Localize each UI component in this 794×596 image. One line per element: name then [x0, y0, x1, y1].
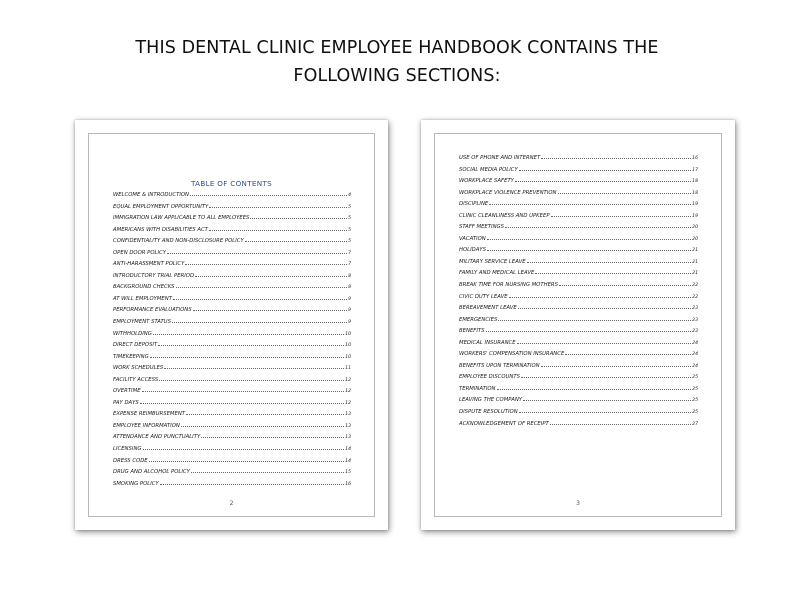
toc-entry	[459, 397, 698, 409]
toc-entry-label: EMERGENCIES	[459, 316, 498, 323]
toc-entry-page: 25	[692, 410, 698, 416]
toc-entry	[113, 458, 351, 470]
toc-entry-label: MEDICAL INSURANCE	[459, 339, 516, 346]
toc-entry-label: VACATION	[459, 235, 486, 242]
toc-entry	[113, 296, 351, 308]
page-number: 3	[576, 500, 580, 507]
toc-entry-page: 21	[692, 259, 698, 265]
toc-entry-label: BENEFITS UPON TERMINATION	[459, 362, 540, 369]
toc-entry-page: 21	[692, 248, 698, 254]
toc-entry-page: 9	[348, 296, 351, 302]
dot-leader	[541, 155, 691, 159]
toc-entry	[113, 423, 351, 435]
toc-entry-page: 13	[345, 435, 351, 441]
toc-entry-page: 19	[692, 202, 698, 208]
toc-entry-label: WORKPLACE SAFETY	[459, 178, 514, 185]
dot-leader	[541, 363, 692, 367]
toc-entry-page: 9	[348, 308, 351, 314]
toc-entry	[459, 178, 698, 190]
toc-entry-page: 17	[692, 167, 698, 173]
dot-leader	[186, 411, 344, 415]
toc-entry	[459, 213, 698, 225]
toc-entry-label: CIVIC DUTY LEAVE	[459, 293, 508, 300]
toc-entry	[459, 351, 698, 363]
toc-entry-label: HOLIDAYS	[459, 247, 486, 254]
dot-leader	[517, 340, 692, 344]
dot-leader	[245, 238, 347, 242]
toc-entry-page: 19	[692, 213, 698, 219]
toc-entry	[459, 294, 698, 306]
toc-entry-label: IMMIGRATION LAW APPLICABLE TO ALL EMPLOYEES	[113, 215, 250, 222]
toc-entry	[113, 434, 351, 446]
toc-entry-page: 10	[345, 331, 351, 337]
toc-entry-label: LICENSING	[113, 446, 142, 453]
handbook-heading	[0, 34, 794, 90]
dot-leader	[489, 201, 691, 205]
dot-leader	[519, 409, 691, 413]
toc-entry	[459, 270, 698, 282]
toc-entry-page: 11	[345, 366, 351, 372]
toc-entry	[459, 167, 698, 179]
toc-entry-page: 8	[348, 273, 351, 279]
toc-entry-label: EMPLOYMENT STATUS	[113, 319, 171, 326]
toc-entry-page: 27	[692, 421, 698, 427]
toc-entry-page: 20	[692, 236, 698, 242]
dot-leader	[519, 167, 691, 171]
dot-leader	[209, 227, 347, 231]
dot-leader	[195, 273, 347, 277]
toc-entry-page: 15	[345, 470, 351, 476]
dot-leader	[149, 458, 345, 462]
toc-entry-page: 4	[348, 193, 351, 198]
toc-entry	[113, 273, 351, 285]
dot-leader	[201, 434, 344, 438]
dot-leader	[486, 328, 692, 332]
toc-entry	[459, 224, 698, 236]
toc-entry-page: 10	[345, 354, 351, 360]
toc-entry	[113, 481, 351, 493]
toc-entry-page: 5	[348, 227, 351, 233]
toc-entry	[113, 238, 351, 250]
toc-entry	[459, 340, 698, 352]
dot-leader	[176, 284, 348, 288]
toc-entry-page: 18	[692, 179, 698, 185]
dot-leader	[185, 261, 347, 265]
toc-entry-label: WORK SCHEDULES	[113, 365, 164, 372]
toc-entry-page: 16	[345, 481, 351, 487]
toc-entry-page: 9	[348, 320, 351, 326]
toc-entry-page: 8	[348, 285, 351, 291]
toc-entry-label: BEREAVEMENT LEAVE	[459, 305, 517, 312]
dot-leader	[497, 386, 692, 390]
toc-entry-page: 10	[345, 343, 351, 349]
toc-entry	[113, 446, 351, 458]
toc-entry	[459, 328, 698, 340]
toc-entry-label: WORKPLACE VIOLENCE PREVENTION	[459, 189, 557, 196]
toc-entry-page: 14	[345, 447, 351, 453]
toc-entry-label: ACKNOWLEDGEMENT OF RECEIPT	[459, 420, 549, 427]
dot-leader	[140, 400, 344, 404]
toc-entry-page: 24	[692, 363, 698, 369]
toc-entry-label: LEAVING THE COMPANY	[459, 397, 523, 404]
toc-entry-page: 12	[345, 389, 351, 395]
toc-entry	[459, 282, 698, 294]
toc-entry-label: FAMILY AND MEDICAL LEAVE	[459, 270, 535, 277]
dot-leader	[181, 423, 344, 427]
toc-entry	[113, 261, 351, 273]
toc-entry-label: DISCIPLINE	[459, 201, 489, 208]
toc-title: TABLE OF CONTENTS	[191, 179, 272, 188]
toc-entry-label: BACKGROUND CHECKS	[113, 284, 175, 291]
toc-entry-label: DIRECT DEPOSIT	[113, 342, 158, 349]
toc-entry	[113, 342, 351, 354]
toc-entry-label: DRUG AND ALCOHOL POLICY	[113, 469, 190, 476]
dot-leader	[160, 481, 344, 485]
toc-entry	[459, 317, 698, 329]
toc-entry	[459, 409, 698, 421]
toc-entry-label: WELCOME & INTRODUCTION	[113, 192, 190, 198]
toc-entry-label: EMPLOYEE INFORMATION	[113, 422, 180, 429]
dot-leader	[173, 296, 347, 300]
toc-entry-page: 7	[348, 250, 351, 256]
page-border	[434, 133, 722, 517]
toc-entry	[459, 247, 698, 259]
toc-entry-label: EMPLOYEE DISCOUNTS	[459, 374, 520, 381]
toc-entry	[113, 307, 351, 319]
toc-entry-page: 5	[348, 204, 351, 210]
toc-entry-label: CLINIC CLEANLINESS AND UPKEEP	[459, 212, 550, 219]
dot-leader	[250, 215, 347, 219]
toc-entry-page: 23	[692, 306, 698, 312]
heading-line-1: THIS DENTAL CLINIC EMPLOYEE HANDBOOK CONTAINS THE	[135, 38, 659, 58]
toc-entry-page: 13	[345, 423, 351, 429]
dot-leader	[518, 305, 691, 309]
toc-entry	[113, 469, 351, 481]
dot-leader	[523, 397, 691, 401]
toc-page-right	[421, 120, 735, 530]
toc-entries-left	[113, 192, 351, 492]
heading-line-2: FOLLOWING SECTIONS:	[293, 66, 501, 86]
toc-entry-label: ANTI-HARASSMENT POLICY	[113, 261, 185, 268]
toc-entry	[113, 284, 351, 296]
toc-entry-label: TERMINATION	[459, 385, 496, 392]
toc-entry-label: USE OF PHONE AND INTERNET	[459, 155, 541, 161]
dot-leader	[551, 213, 692, 217]
toc-entry	[113, 331, 351, 343]
dot-leader	[153, 331, 344, 335]
dot-leader	[172, 319, 347, 323]
toc-entry	[113, 354, 351, 366]
toc-entry-label: DRESS CODE	[113, 457, 148, 464]
toc-entry-label: WITHHOLDING	[113, 330, 152, 337]
toc-entry-label: OPEN DOOR POLICY	[113, 249, 166, 256]
toc-entry-page: 7	[348, 262, 351, 268]
toc-entry	[459, 259, 698, 271]
toc-entry-page: 12	[345, 400, 351, 406]
toc-entry-label: AT WILL EMPLOYMENT	[113, 295, 172, 302]
toc-entry	[113, 411, 351, 423]
toc-entry-page: 25	[692, 386, 698, 392]
dot-leader	[159, 377, 344, 381]
page-number: 2	[229, 500, 234, 507]
dot-leader	[142, 388, 345, 392]
toc-entry-page: 23	[692, 317, 698, 323]
dot-leader	[559, 282, 691, 286]
toc-entry-label: CONFIDENTIALITY AND NON-DISCLOSURE POLICY	[113, 238, 244, 245]
dot-leader	[535, 270, 691, 274]
dot-leader	[193, 307, 347, 311]
toc-entry	[113, 400, 351, 412]
toc-entry-page: 25	[692, 375, 698, 381]
dot-leader	[164, 365, 344, 369]
dot-leader	[487, 247, 691, 251]
toc-entry-label: BENEFITS	[459, 328, 485, 335]
dot-leader	[167, 250, 347, 254]
toc-entry	[113, 365, 351, 377]
toc-entry	[459, 421, 698, 433]
dot-leader	[158, 342, 344, 346]
dot-leader	[521, 374, 691, 378]
toc-entry-page: 21	[692, 271, 698, 277]
toc-entry	[459, 374, 698, 386]
toc-entry-label: SMOKING POLICY	[113, 480, 159, 487]
toc-entry-label: TIMEKEEPING	[113, 353, 149, 360]
dot-leader	[505, 224, 691, 228]
toc-entry-page: 5	[348, 239, 351, 245]
toc-entry	[113, 204, 351, 216]
toc-entry-page: 24	[692, 352, 698, 358]
toc-entry-label: STAFF MEETINGS	[459, 224, 505, 231]
toc-entry-label: ATTENDANCE AND PUNCTUALITY	[113, 434, 201, 441]
toc-entry-label: EQUAL EMPLOYMENT OPPORTUNITY	[113, 203, 209, 210]
toc-entry-page: 14	[345, 458, 351, 464]
dot-leader	[515, 178, 691, 182]
toc-entry-label: PAY DAYS	[113, 399, 139, 406]
toc-entry	[113, 250, 351, 262]
dot-leader	[527, 259, 692, 263]
toc-entry-label: DISPUTE RESOLUTION	[459, 409, 518, 416]
toc-entry-page: 23	[692, 329, 698, 335]
dot-leader	[191, 469, 344, 473]
toc-entry-label: EXPENSE REIMBURSEMENT	[113, 411, 186, 418]
toc-entry-page: 18	[692, 190, 698, 196]
dot-leader	[550, 421, 691, 425]
dot-leader	[143, 446, 345, 450]
toc-entry-page: 12	[345, 377, 351, 383]
toc-entry-page: 13	[345, 412, 351, 418]
toc-entry-page: 20	[692, 225, 698, 231]
dot-leader	[558, 190, 692, 194]
toc-entries-right	[459, 155, 698, 432]
toc-entry	[459, 190, 698, 202]
toc-entry	[113, 192, 351, 204]
toc-entry-label: FACILITY ACCESS	[113, 376, 159, 383]
dot-leader	[150, 354, 344, 358]
toc-entry	[459, 155, 698, 167]
dot-leader	[190, 192, 347, 196]
dot-leader	[487, 236, 691, 240]
toc-entry	[459, 236, 698, 248]
toc-entry-page: 22	[692, 283, 698, 289]
toc-entry-label: MILITARY SERVICE LEAVE	[459, 258, 526, 265]
toc-entry	[459, 363, 698, 375]
toc-entry	[113, 388, 351, 400]
toc-entry-page: 24	[692, 340, 698, 346]
toc-entry-label: SOCIAL MEDIA POLICY	[459, 166, 518, 173]
toc-entry	[459, 386, 698, 398]
dot-leader	[498, 317, 691, 321]
toc-page-left	[75, 120, 388, 530]
dot-leader	[509, 294, 692, 298]
toc-entry-label: INTRODUCTORY TRIAL PERIOD	[113, 272, 195, 279]
toc-entry-label: WORKERS' COMPENSATION INSURANCE	[459, 351, 565, 358]
dot-leader	[565, 351, 691, 355]
toc-entry	[113, 227, 351, 239]
toc-entry-label: OVERTIME	[113, 388, 141, 395]
toc-entry-label: AMERICANS WITH DISABILITIES ACT	[113, 226, 208, 233]
toc-entry-page: 5	[348, 216, 351, 222]
toc-entry	[459, 305, 698, 317]
page-border	[88, 133, 375, 517]
toc-entry-page: 25	[692, 398, 698, 404]
toc-entry-page: 22	[692, 294, 698, 300]
dot-leader	[209, 204, 347, 208]
toc-entry-label: PERFORMANCE EVALUATIONS	[113, 307, 192, 314]
toc-entry	[113, 319, 351, 331]
toc-entry	[113, 215, 351, 227]
toc-entry-page: 16	[692, 156, 698, 161]
toc-entry	[459, 201, 698, 213]
toc-entry	[113, 377, 351, 389]
toc-entry-label: BREAK TIME FOR NURSING MOTHERS	[459, 282, 558, 289]
